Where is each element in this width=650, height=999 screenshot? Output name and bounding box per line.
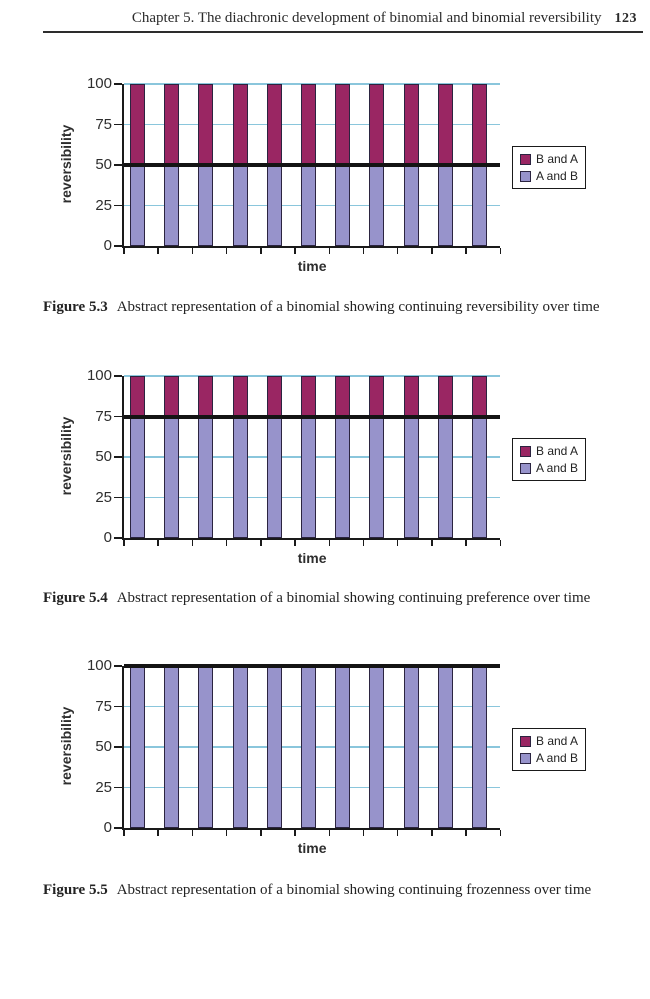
figure-5-5-chart — [0, 657, 650, 876]
bar-segment-a-and-b — [198, 165, 213, 246]
x-tick — [329, 540, 331, 546]
figure-5-5-caption — [43, 880, 603, 901]
legend-swatch-b-and-a — [520, 446, 531, 457]
x-tick — [397, 540, 399, 546]
bar-segment-b-and-a — [301, 376, 316, 417]
figure-caption-text: Abstract representation of a binomial showing continuing frozenness over time — [116, 882, 592, 898]
figure-caption-text: Abstract representation of a binomial showing continuing reversibility over time — [116, 299, 600, 315]
y-tick — [114, 787, 122, 789]
bar-segment-a-and-b — [438, 666, 453, 828]
bar-segment-a-and-b — [164, 165, 179, 246]
x-tick — [465, 830, 467, 836]
figure-5-3-chart — [0, 75, 650, 294]
y-tick-label: 50 — [95, 448, 112, 465]
bar-segment-a-and-b — [267, 417, 282, 539]
bar-segment-a-and-b — [130, 666, 145, 828]
reference-line — [124, 664, 500, 668]
bar-segment-b-and-a — [472, 376, 487, 417]
x-tick — [157, 540, 159, 546]
x-axis-title: time — [297, 840, 327, 856]
x-tick — [431, 540, 433, 546]
y-tick-label: 100 — [86, 657, 112, 674]
y-tick-label: 25 — [95, 196, 112, 214]
legend-item — [520, 169, 578, 183]
y-tick-label: 75 — [95, 697, 112, 715]
bar-segment-a-and-b — [472, 165, 487, 246]
bar-segment-a-and-b — [301, 666, 316, 828]
x-axis-line — [122, 246, 500, 248]
legend-label: A and B — [536, 751, 579, 765]
bar-segment-a-and-b — [335, 417, 350, 539]
y-tick-label: 0 — [103, 819, 112, 836]
x-tick — [465, 248, 467, 254]
bar-segment-b-and-a — [335, 84, 350, 165]
figure-5-3-caption — [43, 297, 603, 318]
bar-segment-a-and-b — [472, 417, 487, 539]
bar-segment-b-and-a — [164, 84, 179, 165]
y-tick-label: 0 — [103, 237, 112, 254]
bar-segment-b-and-a — [404, 84, 419, 165]
bar-segment-a-and-b — [335, 165, 350, 246]
legend — [512, 146, 586, 189]
y-tick — [114, 375, 122, 377]
legend-label: B and A — [536, 734, 579, 748]
bar-segment-b-and-a — [233, 376, 248, 417]
y-tick — [114, 164, 122, 166]
y-tick-label: 75 — [95, 115, 112, 133]
x-tick — [465, 540, 467, 546]
bar-segment-b-and-a — [267, 84, 282, 165]
y-tick — [114, 746, 122, 748]
legend-label: A and B — [536, 461, 579, 475]
x-tick — [431, 830, 433, 836]
bar-segment-b-and-a — [130, 84, 145, 165]
y-tick — [114, 665, 122, 667]
legend-swatch-b-and-a — [520, 736, 531, 747]
legend-item — [520, 751, 578, 765]
bar-segment-b-and-a — [233, 84, 248, 165]
bar-segment-b-and-a — [404, 376, 419, 417]
legend-label: A and B — [536, 169, 579, 183]
y-tick — [114, 537, 122, 539]
legend-swatch-a-and-b — [520, 171, 531, 182]
bar-segment-a-and-b — [164, 666, 179, 828]
running-header — [43, 10, 637, 27]
bar-segment-b-and-a — [267, 376, 282, 417]
x-tick — [431, 248, 433, 254]
x-tick — [192, 540, 194, 546]
x-tick — [363, 248, 365, 254]
bar-segment-b-and-a — [369, 376, 384, 417]
x-tick — [363, 540, 365, 546]
x-tick — [500, 540, 502, 546]
bar-segment-b-and-a — [335, 376, 350, 417]
figure-label: Figure 5.5 — [43, 882, 108, 898]
x-axis-title: time — [297, 258, 327, 274]
figure-label: Figure 5.4 — [43, 590, 108, 606]
x-tick — [260, 248, 262, 254]
bar-segment-a-and-b — [369, 165, 384, 246]
bar-segment-a-and-b — [369, 666, 384, 828]
bar-segment-a-and-b — [472, 666, 487, 828]
x-tick — [329, 248, 331, 254]
x-tick — [123, 248, 125, 254]
x-tick — [294, 540, 296, 546]
figure-caption-text: Abstract representation of a binomial showing continuing preference over time — [116, 590, 591, 606]
y-axis-title: reversibility — [58, 124, 74, 204]
bar-segment-a-and-b — [369, 417, 384, 539]
x-tick — [294, 248, 296, 254]
reference-line — [124, 163, 500, 167]
y-axis-line — [122, 666, 124, 830]
x-tick — [260, 540, 262, 546]
x-tick — [157, 248, 159, 254]
bar-segment-a-and-b — [130, 165, 145, 246]
y-tick-label: 50 — [95, 738, 112, 755]
x-tick — [192, 248, 194, 254]
x-tick — [363, 830, 365, 836]
y-tick-label: 100 — [86, 75, 112, 92]
y-tick-label: 0 — [103, 529, 112, 546]
legend-item — [520, 734, 578, 748]
legend-swatch-a-and-b — [520, 463, 531, 474]
y-tick — [114, 456, 122, 458]
x-tick — [500, 830, 502, 836]
x-tick — [226, 248, 228, 254]
page-number: 123 — [614, 11, 637, 26]
bar-segment-a-and-b — [335, 666, 350, 828]
bar-segment-b-and-a — [438, 376, 453, 417]
y-axis-line — [122, 376, 124, 540]
x-tick — [294, 830, 296, 836]
x-tick — [157, 830, 159, 836]
y-tick-label: 50 — [95, 156, 112, 173]
bar-segment-b-and-a — [198, 84, 213, 165]
y-tick-label: 25 — [95, 778, 112, 796]
bar-segment-a-and-b — [130, 417, 145, 539]
y-tick — [114, 245, 122, 247]
bar-segment-a-and-b — [404, 417, 419, 539]
x-axis-line — [122, 828, 500, 830]
x-tick — [123, 540, 125, 546]
legend-swatch-b-and-a — [520, 154, 531, 165]
chapter-title: Chapter 5. The diachronic development of binomial and binomial reversibility — [131, 10, 602, 26]
y-tick — [114, 416, 122, 418]
bar-segment-b-and-a — [438, 84, 453, 165]
y-tick — [114, 205, 122, 207]
bar-segment-b-and-a — [130, 376, 145, 417]
bar-segment-b-and-a — [164, 376, 179, 417]
bar-segment-b-and-a — [301, 84, 316, 165]
bar-segment-a-and-b — [438, 417, 453, 539]
x-tick — [397, 248, 399, 254]
x-tick — [226, 830, 228, 836]
legend-item — [520, 444, 578, 458]
y-tick — [114, 706, 122, 708]
legend-item — [520, 152, 578, 166]
legend-item — [520, 461, 578, 475]
bar-segment-a-and-b — [198, 417, 213, 539]
x-axis-title: time — [297, 550, 327, 566]
bar-segment-b-and-a — [369, 84, 384, 165]
figure-5-4-chart — [0, 367, 650, 586]
header-rule — [43, 31, 643, 33]
bar-segment-a-and-b — [404, 666, 419, 828]
y-tick-label: 75 — [95, 407, 112, 425]
bar-segment-a-and-b — [198, 666, 213, 828]
y-tick — [114, 827, 122, 829]
bar-segment-a-and-b — [233, 666, 248, 828]
x-tick — [192, 830, 194, 836]
reference-line — [124, 415, 500, 419]
bar-segment-a-and-b — [438, 165, 453, 246]
y-axis-title: reversibility — [58, 706, 74, 786]
legend — [512, 728, 586, 771]
bar-segment-a-and-b — [267, 666, 282, 828]
x-tick — [500, 248, 502, 254]
bar-segment-a-and-b — [164, 417, 179, 539]
x-tick — [226, 540, 228, 546]
bar-segment-a-and-b — [233, 417, 248, 539]
x-axis-line — [122, 538, 500, 540]
x-tick — [329, 830, 331, 836]
y-axis-line — [122, 84, 124, 248]
figure-5-4-caption — [43, 588, 603, 609]
legend — [512, 438, 586, 481]
y-tick-label: 25 — [95, 488, 112, 506]
legend-label: B and A — [536, 152, 579, 166]
bar-segment-a-and-b — [404, 165, 419, 246]
y-tick-label: 100 — [86, 367, 112, 384]
bar-segment-a-and-b — [301, 417, 316, 539]
y-axis-title: reversibility — [58, 416, 74, 496]
bar-segment-b-and-a — [472, 84, 487, 165]
x-tick — [397, 830, 399, 836]
bar-segment-a-and-b — [267, 165, 282, 246]
bar-segment-b-and-a — [198, 376, 213, 417]
x-tick — [260, 830, 262, 836]
legend-label: B and A — [536, 444, 579, 458]
figure-label: Figure 5.3 — [43, 299, 108, 315]
legend-swatch-a-and-b — [520, 753, 531, 764]
y-tick — [114, 497, 122, 499]
bar-segment-a-and-b — [301, 165, 316, 246]
y-tick — [114, 124, 122, 126]
y-tick — [114, 83, 122, 85]
x-tick — [123, 830, 125, 836]
bar-segment-a-and-b — [233, 165, 248, 246]
